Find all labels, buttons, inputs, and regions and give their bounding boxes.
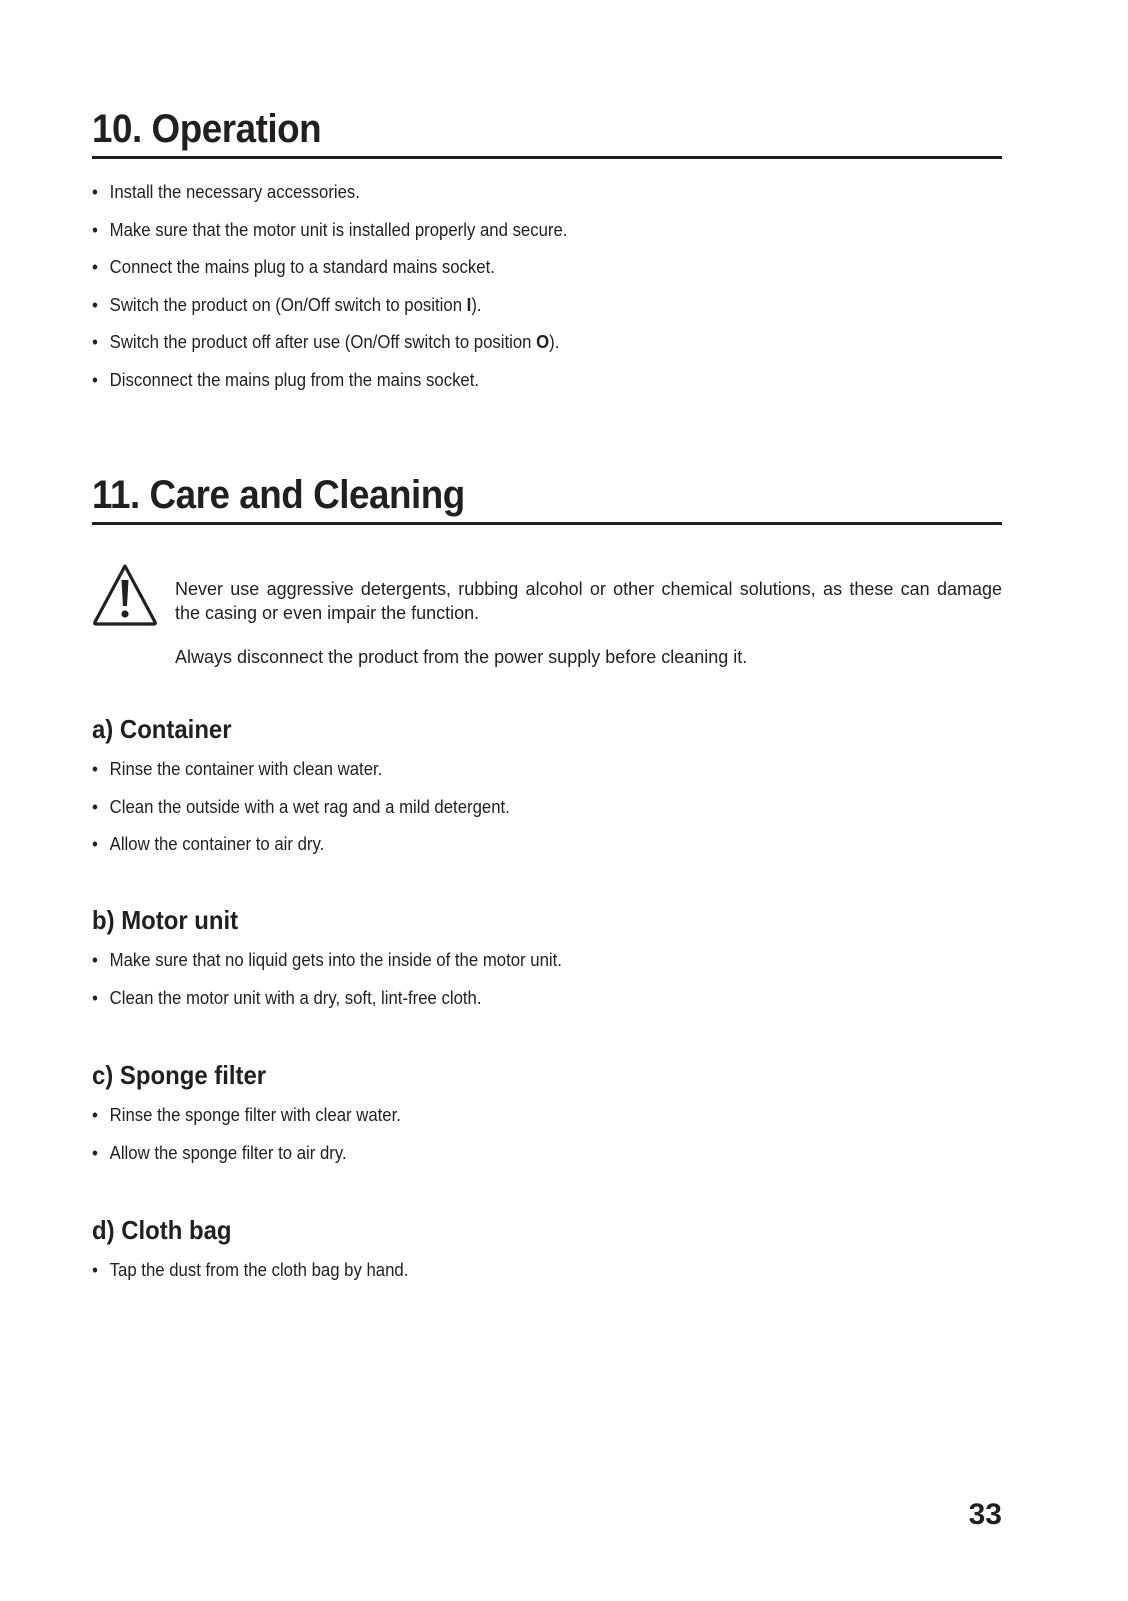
section-title-operation: 10. Operation — [92, 107, 322, 151]
subsection-title-container: a) Container — [92, 714, 232, 744]
warning-paragraph: Never use aggressive detergents, rubbing alcohol or other chemical solutions, as these can damage the casing or even impair the function. — [175, 579, 1002, 623]
list-item: • Make sure that the motor unit is installed properly and secure. — [92, 219, 568, 240]
bullet-icon: • — [92, 182, 98, 202]
list-item: • Allow the sponge filter to air dry. — [92, 1142, 347, 1163]
list-item: • Clean the outside with a wet rag and a mild detergent. — [92, 796, 510, 817]
list-item: • Connect the mains plug to a standard mains socket. — [92, 257, 495, 277]
list-item: • Switch the product on (On/Off switch to position I). — [92, 294, 482, 315]
bullet-icon: • — [92, 257, 98, 277]
switch-position-off: O — [536, 332, 550, 352]
warning-triangle-icon — [92, 563, 158, 627]
bullet-icon: • — [92, 987, 98, 1008]
list-item: • Make sure that no liquid gets into the inside of the motor unit. — [92, 950, 562, 970]
sponge-steps-list — [92, 1103, 424, 1178]
container-steps-list — [92, 757, 541, 870]
bullet-icon: • — [92, 1105, 98, 1125]
bullet-icon: • — [92, 950, 98, 970]
list-item: • Install the necessary accessories. — [92, 182, 360, 202]
bullet-icon: • — [92, 796, 98, 817]
warning-paragraph: Always disconnect the product from the power supply before cleaning it. — [175, 647, 748, 667]
bullet-icon: • — [92, 219, 98, 240]
list-item: • Allow the container to air dry. — [92, 834, 325, 854]
operation-steps-list — [92, 180, 603, 405]
section-divider — [92, 156, 1002, 159]
bullet-icon: • — [92, 834, 98, 854]
subsection-title-motor-unit: b) Motor unit — [92, 905, 239, 935]
bullet-icon: • — [92, 369, 98, 390]
list-item: • Tap the dust from the cloth bag by hand. — [92, 1260, 409, 1280]
warning-text — [175, 577, 1002, 689]
bullet-icon: • — [92, 1142, 98, 1163]
bullet-icon: • — [92, 294, 98, 315]
motor-steps-list — [92, 948, 597, 1023]
list-item: • Rinse the container with clean water. — [92, 759, 383, 779]
subsection-title-sponge-filter: c) Sponge filter — [92, 1060, 267, 1090]
bullet-icon: • — [92, 1260, 98, 1280]
switch-position-on: I — [466, 294, 472, 315]
page-number: 33 — [968, 1498, 1002, 1531]
bullet-icon: • — [92, 759, 98, 779]
list-item: • Clean the motor unit with a dry, soft, lint-free cloth. — [92, 987, 482, 1008]
cloth-steps-list — [92, 1258, 432, 1296]
list-item: • Rinse the sponge filter with clear water. — [92, 1105, 401, 1125]
subsection-title-cloth-bag: d) Cloth bag — [92, 1215, 232, 1245]
section-title-care-and-cleaning: 11. Care and Cleaning — [92, 473, 465, 517]
list-item: • Switch the product off after use (On/Off switch to position O). — [92, 332, 560, 352]
manual-page — [92, 0, 1002, 1601]
section-divider — [92, 522, 1002, 525]
bullet-icon: • — [92, 332, 98, 352]
list-item: • Disconnect the mains plug from the mains socket. — [92, 369, 480, 390]
